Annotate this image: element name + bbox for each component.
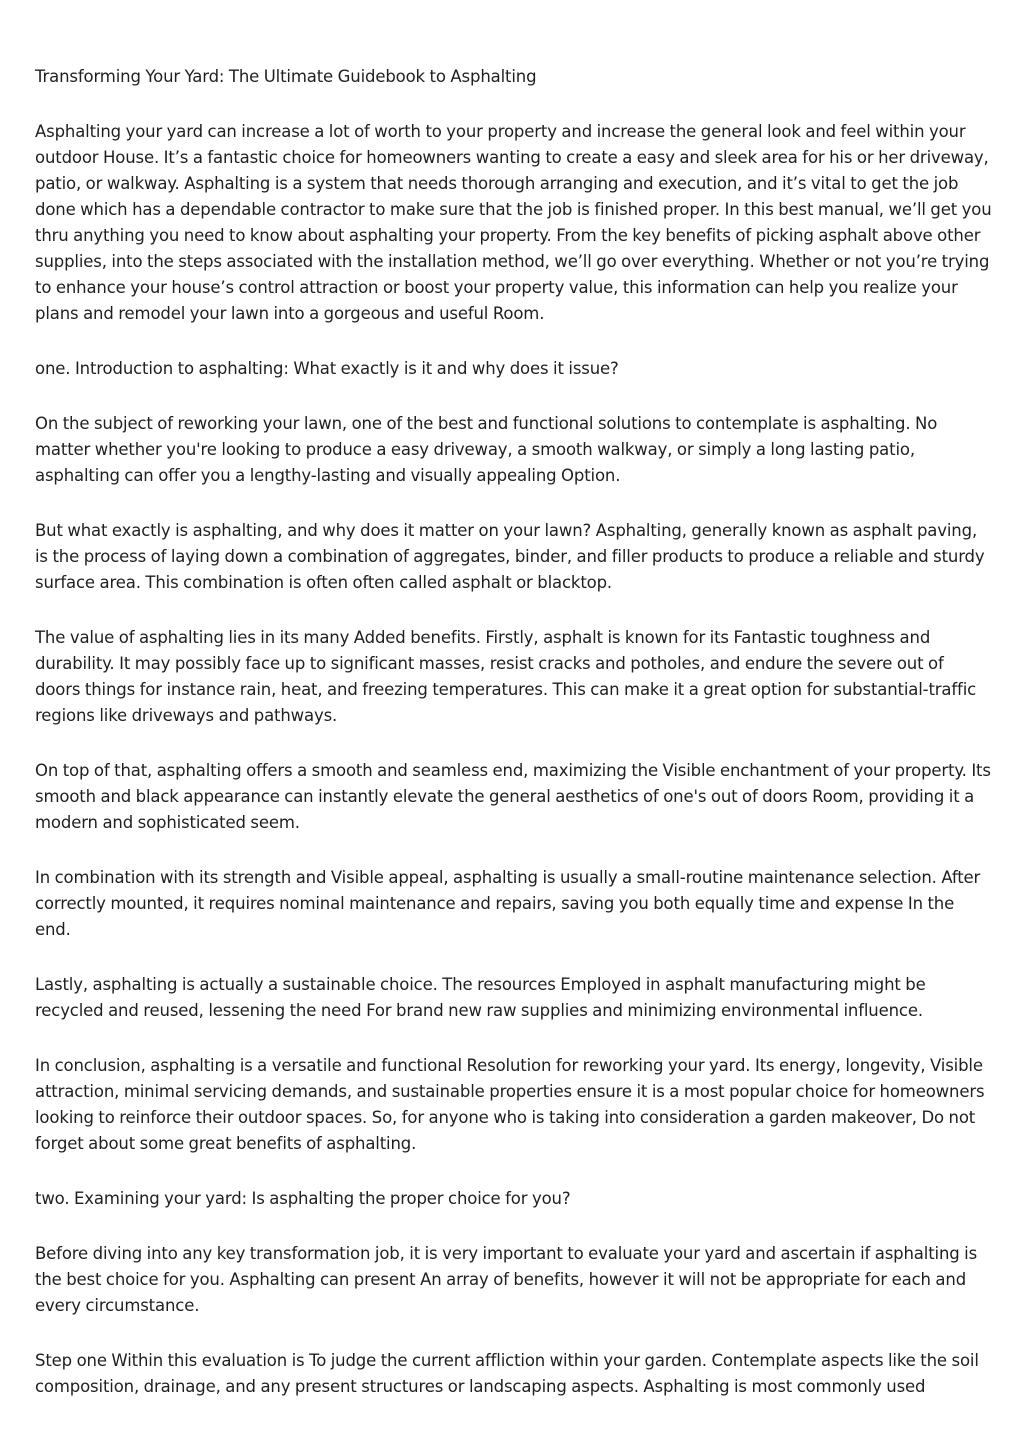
paragraph: In combination with its strength and Visible appeal, asphalting is usually a small-routine maintenance selection. After correctly mounted, it requires nominal maintenance and repairs, saving you both equally time and expense In the end. [35,868,981,939]
section-heading-1: one. Introduction to asphalting: What exactly is it and why does it issue? [35,359,619,378]
paragraph: The value of asphalting lies in its many Added benefits. Firstly, asphalt is known for its Fantastic toughness and durability. It may possibly face up to significant masses, resist cracks and potholes, and endure the severe out of doors things for instance rain, heat, and freezing temperatures. This can make it a great option for substantial-traffic regions like driveways and pathways. [35,628,977,725]
paragraph: Before diving into any key transformation job, it is very important to evaluate your yard and ascertain if asphalting is the best choice for you. Asphalting can present An array of benefits, however it will not be appropriate for each and every circumstance. [35,1244,978,1315]
paragraph-intro: Asphalting your yard can increase a lot of worth to your property and increase the general look and feel within your outdoor House. It’s a fantastic choice for homeowners wanting to create a easy and sleek area for his or her driveway, patio, or walkway. Asphalting is a system that needs thorough arranging and execution, and it’s vital to get the job done which has a dependable contractor to make sure that the job is finished proper. In this best manual, we’ll get you thru anything you need to know about asphalting your property. From the key benefits of picking asphalt above other supplies, into the steps associated with the installation method, we’ll go over everything. Whether or not you’re trying to enhance your house’s control attraction or boost your property value, this information can help you realize your plans and remodel your lawn into a gorgeous and useful Room. [35,122,992,323]
paragraph: On top of that, asphalting offers a smooth and seamless end, maximizing the Visible enchantment of your property. Its smooth and black appearance can instantly elevate the general aesthetics of one's out of doors Room, providing it a modern and sophisticated seem. [35,761,991,832]
paragraph: But what exactly is asphalting, and why does it matter on your lawn? Asphalting, generally known as asphalt paving, is the process of laying down a combination of aggregates, binder, and filler products to produce a reliable and sturdy surface area. This combination is often often called asphalt or blacktop. [35,521,985,592]
paragraph: Lastly, asphalting is actually a sustainable choice. The resources Employed in asphalt manufacturing might be recycled and reused, lessening the need For brand new raw supplies and minimizing environmental influence. [35,975,926,1020]
section-heading-2: two. Examining your yard: Is asphalting the proper choice for you? [35,1189,571,1208]
document-body [35,64,993,1429]
paragraph: Step one Within this evaluation is To judge the current affliction within your garden. Contemplate aspects like the soil composition, drainage, and any present structures or landscaping aspects. Asphalting is most commonly used [35,1351,979,1396]
paragraph: On the subject of reworking your lawn, one of the best and functional solutions to contemplate is asphalting. No matter whether you're looking to produce a easy driveway, a smooth walkway, or simply a long lasting patio, asphalting can offer you a lengthy-lasting and visually appealing Option. [35,414,938,485]
paragraph: In conclusion, asphalting is a versatile and functional Resolution for reworking your yard. Its energy, longevity, Visible attraction, minimal servicing demands, and sustainable properties ensure it is a most popular choice for homeowners looking to reinforce their outdoor spaces. So, for anyone who is taking into consideration a garden makeover, Do not forget about some great benefits of asphalting. [35,1056,985,1153]
document-title: Transforming Your Yard: The Ultimate Guidebook to Asphalting [35,67,537,86]
